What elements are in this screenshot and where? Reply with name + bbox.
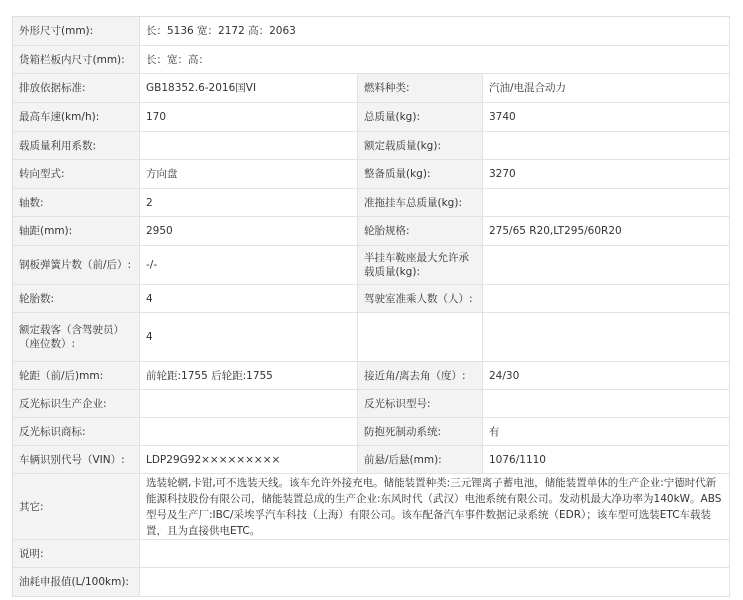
label-reflective-brand: 反光标识商标: [13, 418, 140, 445]
table-row [13, 17, 730, 46]
label-approach-departure-angle: 接近角/离去角（度）: [358, 362, 483, 389]
label-trailer-mass: 准拖挂车总质量(kg): [358, 189, 483, 216]
value-axle-count: 2 [140, 189, 358, 216]
label-rated-load: 额定载质量(kg): [358, 132, 483, 159]
table-row [13, 540, 730, 568]
value-leaf-springs: -/- [140, 246, 358, 284]
label-track-width: 轮距（前/后)mm: [13, 362, 140, 389]
label-saddle-load: 半挂车鞍座最大允许承载质量(kg): [358, 246, 483, 284]
value-steering-type: 方向盘 [140, 160, 358, 188]
value-rated-load [483, 132, 730, 159]
table-row [13, 246, 730, 285]
label-max-speed: 最高车速(km/h): [13, 103, 140, 131]
value-reflective-model [483, 390, 730, 417]
value-emission-standard: GB18352.6-2016国VI [140, 74, 358, 102]
label-load-utilization: 载质量利用系数: [13, 132, 140, 159]
table-row [13, 189, 730, 217]
table-row [13, 46, 730, 74]
table-row [13, 132, 730, 160]
table-row [13, 103, 730, 132]
label-cargo-box-dimensions: 货箱栏板内尺寸(mm): [13, 46, 140, 73]
value-tire-spec: 275/65 R20,LT295/60R20 [483, 217, 730, 245]
empty-label-cell [358, 313, 483, 361]
label-reflective-manufacturer: 反光标识生产企业: [13, 390, 140, 417]
table-row [13, 418, 730, 446]
label-leaf-springs: 钢板弹簧片数（前/后）: [13, 246, 140, 284]
label-tire-spec: 轮胎规格: [358, 217, 483, 245]
label-gross-mass: 总质量(kg): [358, 103, 483, 131]
label-rated-passengers: 额定载客（含驾驶员）（座位数）: [13, 313, 140, 361]
value-overall-dimensions: 长：5136 宽：2172 高：2063 [140, 17, 730, 45]
label-overhang: 前悬/后悬(mm): [358, 446, 483, 473]
table-row [13, 568, 730, 597]
value-cab-occupants [483, 285, 730, 312]
value-load-utilization [140, 132, 358, 159]
label-overall-dimensions: 外形尺寸(mm): [13, 17, 140, 45]
table-row [13, 160, 730, 189]
table-row [13, 362, 730, 390]
label-notes: 说明: [13, 540, 140, 567]
label-curb-weight: 整备质量(kg): [358, 160, 483, 188]
value-vin: LDP29G92××××××××× [140, 446, 358, 473]
value-reflective-manufacturer [140, 390, 358, 417]
value-fuel-type: 汽油/电混合动力 [483, 74, 730, 102]
label-reflective-model: 反光标识型号: [358, 390, 483, 417]
vehicle-spec-table [12, 16, 730, 597]
table-row [13, 313, 730, 362]
table-row [13, 217, 730, 246]
table-row [13, 285, 730, 313]
label-vin: 车辆识别代号（VIN）: [13, 446, 140, 473]
label-fuel-consumption: 油耗申报值(L/100km): [13, 568, 140, 596]
value-approach-departure-angle: 24/30 [483, 362, 730, 389]
value-saddle-load [483, 246, 730, 284]
label-tire-count: 轮胎数: [13, 285, 140, 312]
label-wheelbase: 轴距(mm): [13, 217, 140, 245]
value-wheelbase: 2950 [140, 217, 358, 245]
table-row [13, 446, 730, 474]
table-row [13, 474, 730, 540]
value-tire-count: 4 [140, 285, 358, 312]
value-notes [140, 540, 730, 567]
value-abs: 有 [483, 418, 730, 445]
label-other: 其它: [13, 474, 140, 539]
value-fuel-consumption [140, 568, 730, 596]
value-max-speed: 170 [140, 103, 358, 131]
label-abs: 防抱死制动系统: [358, 418, 483, 445]
label-emission-standard: 排放依据标准: [13, 74, 140, 102]
value-overhang: 1076/1110 [483, 446, 730, 473]
value-curb-weight: 3270 [483, 160, 730, 188]
value-other: 选装轮辋,卡钳,可不选装天线。该车允许外接充电。储能装置种类:三元锂离子蓄电池，储能装置单体的生产企业:宁德时代新能源科技股份有限公司，储能装置总成的生产企业:东风时代（武汉）电池系统有限公司。发动机最大净功率为140kW。ABS型号及生产厂:IBC/采埃孚汽车科技（上海）有限公司。该车配备汽车事件数据记录系统（EDR）；该车型可选装ETC车载装置，且为直接供电ETC。 [140, 474, 730, 539]
empty-value-cell [483, 313, 730, 361]
label-fuel-type: 燃料种类: [358, 74, 483, 102]
value-trailer-mass [483, 189, 730, 216]
value-track-width: 前轮距:1755 后轮距:1755 [140, 362, 358, 389]
value-rated-passengers: 4 [140, 313, 358, 361]
label-axle-count: 轴数: [13, 189, 140, 216]
label-cab-occupants: 驾驶室准乘人数（人）: [358, 285, 483, 312]
value-cargo-box-dimensions: 长：宽：高： [140, 46, 730, 73]
label-steering-type: 转向型式: [13, 160, 140, 188]
value-reflective-brand [140, 418, 358, 445]
value-gross-mass: 3740 [483, 103, 730, 131]
table-row [13, 390, 730, 418]
table-row [13, 74, 730, 103]
